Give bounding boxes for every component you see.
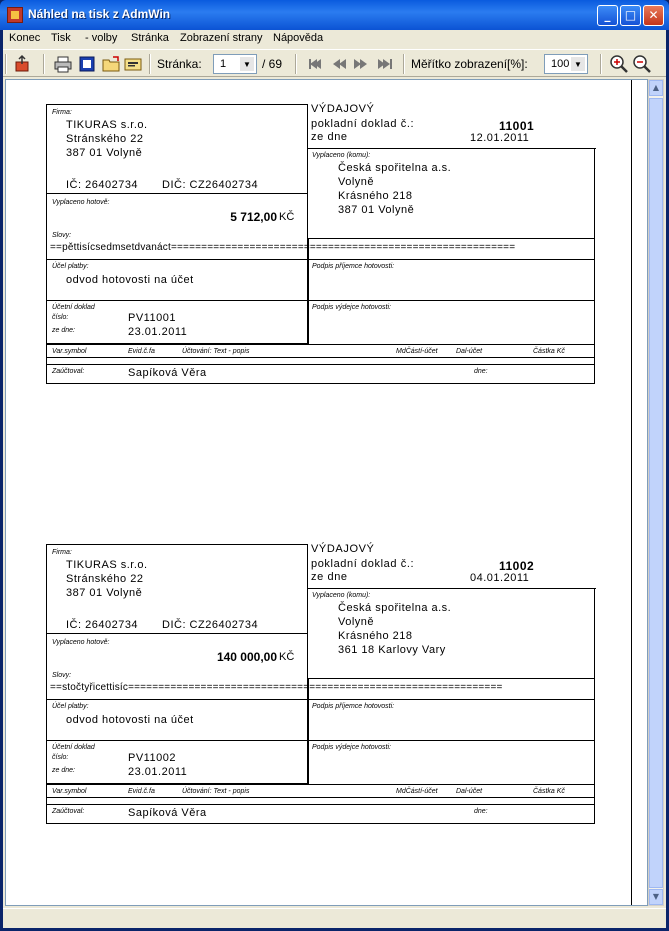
voucher-number: 11001	[499, 119, 535, 133]
col-md: MdČástí-účet	[396, 788, 438, 795]
menu-konec[interactable]: Konec	[9, 32, 41, 44]
amount: 140 000,00	[216, 650, 277, 664]
menu-stranka[interactable]: Stránka	[131, 32, 169, 44]
col-uctovani: Účtování: Text - popis	[182, 788, 250, 795]
first-page-icon[interactable]	[305, 54, 325, 74]
doc-date: 23.01.2011	[128, 766, 188, 778]
payee-line-3: Krásného 218	[338, 190, 413, 202]
amount-in-words: ==stočtyřicettisíc==============================================================	[50, 682, 503, 693]
amount-in-words: ==pěttisícsedmsetdvanáct=========================================================	[50, 242, 516, 253]
currency: KČ	[279, 211, 295, 223]
prev-page-icon[interactable]	[329, 54, 349, 74]
label-cislo: číslo:	[52, 314, 69, 321]
amount: 5 712,00	[230, 210, 277, 224]
label-slovy: Slovy:	[52, 232, 72, 239]
label-dne: dne:	[474, 808, 488, 815]
doc-date: 23.01.2011	[128, 326, 188, 338]
label-pokladni: pokladní doklad č.:	[311, 118, 415, 130]
zoom-label: Měřítko zobrazení[%]:	[411, 57, 528, 71]
scroll-up-icon[interactable]: ▲	[649, 80, 663, 96]
posted-by: Sapíková Věra	[128, 367, 207, 379]
label-ze-dne-2: ze dne:	[52, 767, 75, 774]
page-select[interactable]	[213, 54, 257, 74]
company-name: TIKURAS s.r.o.	[66, 559, 148, 571]
voucher-date: 04.01.2011	[470, 572, 530, 584]
label-ze-dne: ze dne	[311, 131, 348, 143]
page-select-value: 1	[220, 58, 227, 70]
label-ucel: Účel platby:	[52, 703, 89, 710]
doc-number: PV11001	[128, 312, 176, 324]
export-icon[interactable]	[123, 54, 143, 74]
label-podpis-prijemce: Podpis příjemce hotovosti:	[312, 263, 395, 270]
payee-line-1: Česká spořitelna a.s.	[338, 602, 452, 614]
company-ic: IČ: 26402734	[66, 179, 139, 191]
label-podpis-vydejce: Podpis výdejce hotovosti:	[312, 744, 391, 751]
company-city: 387 01 Volyně	[66, 587, 143, 599]
label-ucel: Účel platby:	[52, 263, 89, 270]
toolbar-grip	[5, 54, 7, 74]
payee-line-4: 361 18 Karlovy Vary	[338, 644, 446, 656]
company-city: 387 01 Volyně	[66, 147, 143, 159]
chevron-down-icon[interactable]: ▼	[570, 56, 586, 72]
menu-bar	[3, 30, 666, 48]
col-var-symbol: Var.symbol	[52, 788, 87, 795]
col-castka: Částka Kč	[533, 788, 565, 795]
label-podpis-vydejce: Podpis výdejce hotovosti:	[312, 304, 391, 311]
voucher-number: 11002	[499, 559, 535, 573]
col-castka: Částka Kč	[533, 348, 565, 355]
label-podpis-prijemce: Podpis příjemce hotovosti:	[312, 703, 395, 710]
label-zauctoval: Zaúčtoval:	[52, 808, 85, 815]
company-name: TIKURAS s.r.o.	[66, 119, 148, 131]
open-icon[interactable]	[101, 54, 121, 74]
label-vyplaceno-hotove: Vyplaceno hotově:	[52, 199, 110, 206]
label-ze-dne: ze dne	[311, 571, 348, 583]
status-bar	[3, 908, 666, 928]
last-page-icon[interactable]	[375, 54, 395, 74]
print-preview-page[interactable]	[5, 79, 648, 906]
app-icon	[7, 7, 23, 23]
currency: KČ	[279, 651, 295, 663]
label-cislo: číslo:	[52, 754, 69, 761]
menu-volby[interactable]: - volby	[85, 32, 118, 44]
purpose: odvod hotovosti na účet	[66, 274, 194, 286]
print-icon[interactable]	[53, 54, 73, 74]
voucher-type: VÝDAJOVÝ	[311, 543, 375, 555]
page-total: / 69	[262, 57, 283, 71]
label-vyplaceno-komu: Vyplaceno (komu):	[312, 152, 371, 159]
payee-line-1: Česká spořitelna a.s.	[338, 162, 452, 174]
payee-line-2: Volyně	[338, 616, 375, 628]
zoom-in-icon[interactable]	[609, 54, 629, 74]
company-dic: DIČ: CZ26402734	[162, 179, 259, 191]
next-page-icon[interactable]	[351, 54, 371, 74]
purpose: odvod hotovosti na účet	[66, 714, 194, 726]
col-evid: Evid.č.fa	[128, 788, 155, 795]
zoom-select[interactable]	[544, 54, 588, 74]
menu-zobrazeni-strany[interactable]: Zobrazení strany	[180, 32, 263, 44]
minimize-button[interactable]: _	[597, 5, 618, 26]
company-street: Stránského 22	[66, 133, 144, 145]
posted-by: Sapíková Věra	[128, 807, 207, 819]
voucher-date: 12.01.2011	[470, 132, 530, 144]
label-vyplaceno-hotove: Vyplaceno hotově:	[52, 639, 110, 646]
label-slovy: Slovy:	[52, 672, 72, 679]
chevron-down-icon[interactable]: ▼	[239, 56, 255, 72]
label-firma: Firma:	[52, 549, 72, 556]
scroll-down-icon[interactable]: ▼	[649, 889, 663, 905]
client-area	[3, 30, 666, 928]
col-var-symbol: Var.symbol	[52, 348, 87, 355]
payee-line-2: Volyně	[338, 176, 375, 188]
voucher-type: VÝDAJOVÝ	[311, 103, 375, 115]
col-md: MdČástí-účet	[396, 348, 438, 355]
label-firma: Firma:	[52, 109, 72, 116]
col-evid: Evid.č.fa	[128, 348, 155, 355]
col-dal: Dal-účet	[456, 348, 483, 355]
close-button[interactable]: ✕	[643, 5, 664, 26]
label-vyplaceno-komu: Vyplaceno (komu):	[312, 592, 371, 599]
label-zauctoval: Zaúčtoval:	[52, 368, 85, 375]
scrollbar-thumb[interactable]	[649, 98, 663, 888]
exit-icon[interactable]	[12, 54, 32, 74]
menu-tisk[interactable]: Tisk	[51, 32, 71, 44]
label-ze-dne-2: ze dne:	[52, 327, 75, 334]
title-bar[interactable]	[0, 0, 669, 30]
label-ucetni-doklad: Účetní doklad	[52, 304, 95, 311]
window-title: Náhled na tisk z AdmWin	[28, 7, 171, 21]
payee-line-4: 387 01 Volyně	[338, 204, 415, 216]
company-ic: IČ: 26402734	[66, 619, 139, 631]
label-ucetni-doklad: Účetní doklad	[52, 744, 95, 751]
vertical-scrollbar[interactable]	[648, 79, 664, 906]
company-dic: DIČ: CZ26402734	[162, 619, 259, 631]
page-label: Stránka:	[157, 57, 202, 71]
zoom-out-icon[interactable]	[632, 54, 652, 74]
label-dne: dne:	[474, 368, 488, 375]
zoom-select-value: 100	[551, 58, 570, 70]
col-dal: Dal-účet	[456, 788, 483, 795]
toolbar	[3, 49, 666, 77]
page-right-edge	[631, 80, 632, 906]
payee-line-3: Krásného 218	[338, 630, 413, 642]
menu-napoveda[interactable]: Nápověda	[273, 32, 324, 44]
col-uctovani: Účtování: Text - popis	[182, 348, 250, 355]
company-street: Stránského 22	[66, 573, 144, 585]
doc-number: PV11002	[128, 752, 176, 764]
print-setup-icon[interactable]	[77, 54, 97, 74]
maximize-button[interactable]: □	[620, 5, 641, 26]
label-pokladni: pokladní doklad č.:	[311, 558, 415, 570]
